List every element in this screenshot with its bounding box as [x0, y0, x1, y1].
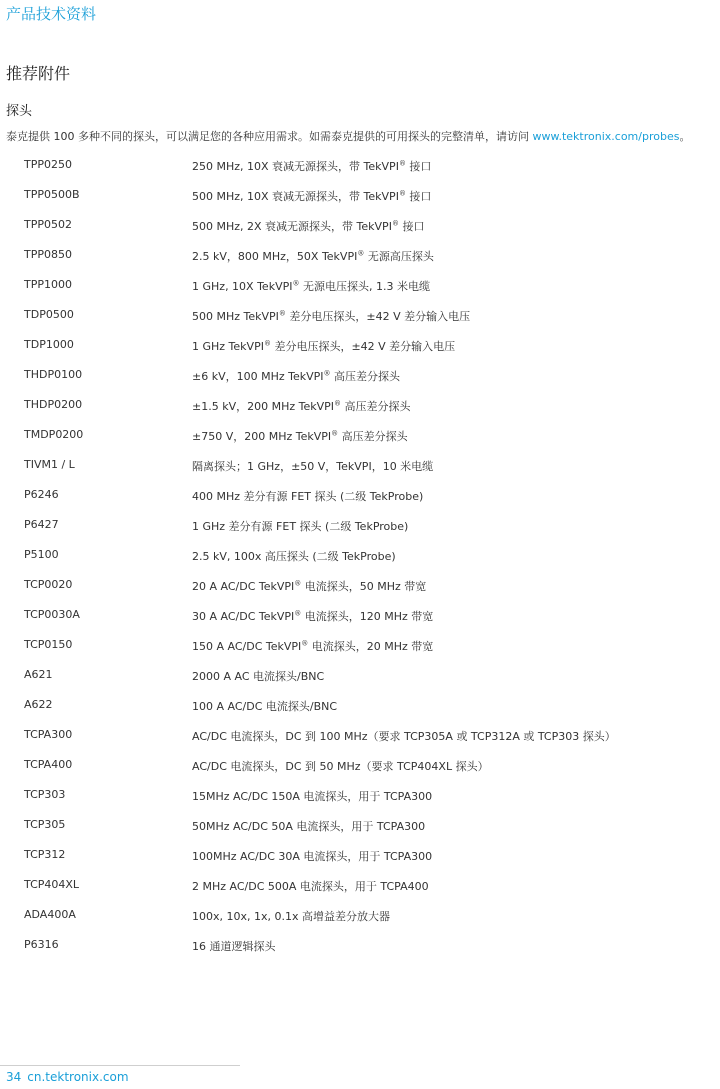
probes-intro-end: 。 — [679, 130, 691, 143]
probe-description-text: 500 MHz, 10X 衰减无源探头，带 TekVPI — [192, 190, 399, 203]
registered-mark: ® — [301, 639, 309, 648]
probe-description-text: 20 A AC/DC TekVPI — [192, 580, 295, 593]
probe-row — [0, 750, 720, 780]
registered-mark: ® — [391, 219, 399, 228]
probe-row — [0, 690, 720, 720]
probe-row — [0, 270, 720, 300]
probe-description-suffix: 高压差分探头 — [341, 400, 411, 413]
probe-model: TPP0502 — [24, 218, 72, 231]
probe-description-text: 150 A AC/DC TekVPI — [192, 640, 302, 653]
probe-row — [0, 360, 720, 390]
probe-description — [192, 878, 429, 894]
probe-description-text: 500 MHz TekVPI — [192, 310, 279, 323]
probe-description — [192, 158, 431, 174]
probes-intro-text: 泰克提供 100 多种不同的探头，可以满足您的各种应用需求。如需泰克提供的可用探头的完整清单，请访问 — [6, 130, 533, 143]
registered-mark: ® — [331, 429, 339, 438]
probes-intro — [6, 128, 690, 144]
footer-website-link[interactable]: cn.tektronix.com — [27, 1070, 129, 1084]
probe-model: A622 — [24, 698, 53, 711]
probe-row — [0, 810, 720, 840]
probe-description — [192, 188, 431, 204]
probe-description — [192, 248, 434, 264]
probe-model: P6246 — [24, 488, 59, 501]
probe-description — [192, 668, 324, 684]
probe-row — [0, 510, 720, 540]
probe-description-suffix: 电流探头，20 MHz 带宽 — [308, 640, 434, 653]
probe-list — [0, 150, 720, 960]
probe-description-suffix: 接口 — [405, 190, 432, 203]
probe-row — [0, 390, 720, 420]
probe-description-suffix: 接口 — [398, 220, 425, 233]
registered-mark: ® — [398, 189, 406, 198]
registered-mark: ® — [294, 579, 302, 588]
probe-model: TMDP0200 — [24, 428, 84, 441]
probe-description — [192, 728, 616, 744]
probe-model: TCP305 — [24, 818, 66, 831]
probe-description-text: 100MHz AC/DC 30A 电流探头，用于 TCPA300 — [192, 850, 433, 863]
probe-row — [0, 780, 720, 810]
probe-description — [192, 758, 489, 774]
probe-model: TCP312 — [24, 848, 66, 861]
probe-row — [0, 180, 720, 210]
probe-description — [192, 848, 432, 864]
probe-description-suffix: 无源高压探头 — [364, 250, 434, 263]
registered-mark: ® — [294, 609, 302, 618]
probe-description-text: 50MHz AC/DC 50A 电流探头，用于 TCPA300 — [192, 820, 426, 833]
probe-description-suffix: 无源电压探头, 1.3 米电缆 — [299, 280, 430, 293]
probe-description-text: 2000 A AC 电流探头/BNC — [192, 670, 325, 683]
probe-model: TDP0500 — [24, 308, 74, 321]
probe-description-suffix: 电流探头，50 MHz 带宽 — [301, 580, 427, 593]
probe-description-text: 15MHz AC/DC 150A 电流探头，用于 TCPA300 — [192, 790, 433, 803]
probe-row — [0, 570, 720, 600]
probe-description — [192, 278, 430, 294]
probe-row — [0, 720, 720, 750]
probe-row — [0, 600, 720, 630]
probe-model: ADA400A — [24, 908, 76, 921]
probe-description-text: AC/DC 电流探头，DC 到 100 MHz（要求 TCP305A 或 TCP312A 或 TCP303 探头） — [192, 730, 616, 743]
probe-description — [192, 578, 426, 594]
probe-model: TDP1000 — [24, 338, 74, 351]
probe-description — [192, 398, 411, 414]
probe-row — [0, 240, 720, 270]
probe-description-text: 400 MHz 差分有源 FET 探头 (二级 TekProbe) — [192, 490, 424, 503]
probe-description — [192, 938, 276, 954]
probe-description-text: 500 MHz, 2X 衰减无源探头，带 TekVPI — [192, 220, 392, 233]
probe-description-text: 1 GHz 差分有源 FET 探头 (二级 TekProbe) — [192, 520, 409, 533]
probe-model: TCP0020 — [24, 578, 73, 591]
probe-description — [192, 218, 424, 234]
probe-model: P6427 — [24, 518, 59, 531]
probe-row — [0, 480, 720, 510]
probe-description-text: 100x, 10x, 1x, 0.1x 高增益差分放大器 — [192, 910, 390, 923]
probe-row — [0, 660, 720, 690]
probe-model: P6316 — [24, 938, 59, 951]
probe-row — [0, 420, 720, 450]
probe-description-suffix: 高压差分探头 — [338, 430, 408, 443]
probe-description — [192, 788, 432, 804]
probe-row — [0, 300, 720, 330]
probe-row — [0, 330, 720, 360]
probe-row — [0, 150, 720, 180]
probe-description-suffix: 电流探头，120 MHz 带宽 — [301, 610, 434, 623]
probe-description — [192, 308, 470, 324]
registered-mark: ® — [334, 399, 342, 408]
registered-mark: ® — [278, 309, 286, 318]
probe-description — [192, 458, 433, 474]
probe-description-text: ±1.5 kV，200 MHz TekVPI — [192, 400, 335, 413]
probe-model: A621 — [24, 668, 53, 681]
probe-description-text: 30 A AC/DC TekVPI — [192, 610, 295, 623]
probe-model: TCP303 — [24, 788, 66, 801]
probe-description-suffix: 接口 — [405, 160, 432, 173]
footer-divider — [0, 1065, 240, 1066]
probe-description-suffix: 差分电压探头，±42 V 差分输入电压 — [270, 340, 456, 353]
probe-model: TPP0250 — [24, 158, 72, 171]
section-title: 推荐附件 — [6, 64, 71, 83]
probe-description — [192, 428, 408, 444]
probe-model: P5100 — [24, 548, 59, 561]
probe-model: THDP0200 — [24, 398, 83, 411]
probe-model: THDP0100 — [24, 368, 83, 381]
probe-model: TPP0500B — [24, 188, 80, 201]
probe-description-text: ±6 kV，100 MHz TekVPI — [192, 370, 324, 383]
probe-row — [0, 540, 720, 570]
probe-description — [192, 518, 408, 534]
page-number: 34 — [6, 1070, 22, 1084]
footer — [6, 1070, 129, 1084]
probes-subtitle: 探头 — [6, 104, 33, 119]
probe-description-text: 2.5 kV，800 MHz，50X TekVPI — [192, 250, 358, 263]
probe-row — [0, 630, 720, 660]
probe-description — [192, 368, 400, 384]
probe-model: TCP0030A — [24, 608, 80, 621]
probe-description-suffix: 差分电压探头，±42 V 差分输入电压 — [285, 310, 471, 323]
document-header-title: 产品技术资料 — [6, 5, 97, 23]
probe-row — [0, 900, 720, 930]
probe-row — [0, 930, 720, 960]
probe-description — [192, 638, 433, 654]
registered-mark: ® — [292, 279, 300, 288]
registered-mark: ® — [357, 249, 365, 258]
probe-description-text: 100 A AC/DC 电流探头/BNC — [192, 700, 338, 713]
probe-model: TPP1000 — [24, 278, 72, 291]
probe-description-text: 2 MHz AC/DC 500A 电流探头，用于 TCPA400 — [192, 880, 429, 893]
probe-model: TCPA400 — [24, 758, 73, 771]
probe-description-text: 隔离探头；1 GHz，±50 V，TekVPI，10 米电缆 — [192, 460, 434, 473]
probe-description-text: 250 MHz, 10X 衰减无源探头，带 TekVPI — [192, 160, 399, 173]
probe-model: TCP0150 — [24, 638, 73, 651]
probes-link[interactable]: www.tektronix.com/probes — [532, 130, 680, 143]
probe-description — [192, 548, 396, 564]
probe-description-text: ±750 V，200 MHz TekVPI — [192, 430, 332, 443]
probe-model: TPP0850 — [24, 248, 72, 261]
probe-description-text: 1 GHz, 10X TekVPI — [192, 280, 293, 293]
probe-description — [192, 698, 337, 714]
probe-description — [192, 608, 433, 624]
probe-description-text: AC/DC 电流探头，DC 到 50 MHz（要求 TCP404XL 探头） — [192, 760, 489, 773]
probe-description-text: 1 GHz TekVPI — [192, 340, 264, 353]
probe-model: TIVM1 / L — [24, 458, 75, 471]
probe-description — [192, 908, 390, 924]
probe-row — [0, 840, 720, 870]
probe-description — [192, 818, 425, 834]
probe-description — [192, 338, 455, 354]
probe-model: TCP404XL — [24, 878, 80, 891]
probe-description-suffix: 高压差分探头 — [330, 370, 401, 383]
probe-description-text: 2.5 kV, 100x 高压探头 (二级 TekProbe) — [192, 550, 396, 563]
probe-row — [0, 210, 720, 240]
registered-mark: ® — [263, 339, 271, 348]
probe-description — [192, 488, 423, 504]
registered-mark: ® — [323, 369, 331, 378]
probe-row — [0, 450, 720, 480]
probe-description-text: 16 通道逻辑探头 — [192, 940, 276, 953]
probe-model: TCPA300 — [24, 728, 73, 741]
registered-mark: ® — [398, 159, 406, 168]
probe-row — [0, 870, 720, 900]
